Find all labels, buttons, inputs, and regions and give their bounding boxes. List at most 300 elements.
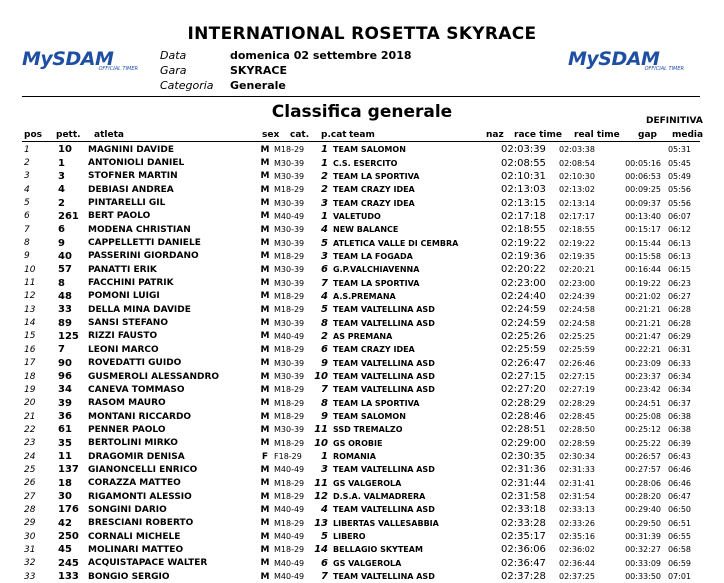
table-row [22, 477, 691, 490]
race-title: INTERNATIONAL ROSETTA SKYRACE [187, 24, 537, 44]
pos-cell: 23 [24, 438, 36, 449]
team-cell: TEAM LA SPORTIVA [333, 171, 420, 181]
category-cell: M40-49 [274, 572, 305, 582]
race-time-cell: 02:27:20 [501, 384, 546, 396]
race-time-cell: 02:24:59 [501, 317, 546, 329]
category-cell: M40-49 [274, 465, 305, 475]
gap-cell: 00:33:09 [625, 558, 661, 568]
real-time-cell: 02:13:14 [559, 198, 595, 208]
category-position-cell: 3 [321, 197, 328, 209]
table-row [22, 316, 691, 329]
gap-cell: 00:28:20 [625, 492, 661, 502]
category-position-cell: 6 [321, 264, 328, 276]
pett-cell: 261 [58, 210, 79, 222]
athlete-cell: GUSMEROLI ALESSANDRO [88, 371, 220, 382]
results-body [22, 143, 691, 583]
category-cell: M30-39 [274, 358, 305, 368]
category-position-cell: 12 [314, 491, 328, 503]
pett-cell: 6 [58, 224, 65, 236]
category-cell: M40-49 [274, 331, 305, 341]
gara-label: Gara [160, 64, 187, 77]
category-position-cell: 10 [314, 371, 328, 383]
athlete-cell: FACCHINI PATRIK [88, 278, 174, 289]
table-row [22, 263, 691, 276]
columns-divider [22, 141, 700, 142]
athlete-cell: SANSI STEFANO [88, 318, 168, 329]
data-value: domenica 02 settembre 2018 [230, 49, 412, 62]
race-time-cell: 02:23:00 [501, 277, 546, 289]
table-row [22, 423, 691, 436]
gara-value: SKYRACE [230, 64, 287, 77]
pett-cell: 34 [58, 384, 72, 396]
pett-cell: 48 [58, 290, 72, 302]
sex-cell: F [261, 451, 269, 462]
category-position-cell: 8 [321, 397, 328, 409]
team-cell: TEAM SALOMON [333, 412, 406, 422]
athlete-cell: ACQUISTAPACE WALTER [88, 558, 208, 569]
pos-cell: 3 [24, 171, 30, 182]
col-naz: naz [486, 130, 504, 140]
pos-cell: 14 [24, 318, 36, 329]
col-media: media [672, 130, 704, 140]
mysdam-logo-text: MySDAM [22, 48, 114, 70]
pett-cell: 18 [58, 477, 72, 489]
category-cell: M40-49 [274, 505, 305, 515]
col-sex: sex [262, 130, 280, 140]
real-time-cell: 02:18:55 [559, 225, 595, 235]
sex-cell: M [260, 384, 270, 395]
race-time-cell: 02:37:28 [501, 571, 546, 583]
real-time-cell: 02:28:45 [559, 412, 595, 422]
gap-cell: 00:23:09 [625, 358, 661, 368]
col-pett: pett. [56, 130, 81, 140]
athlete-cell: ROVEDATTI GUIDO [88, 358, 182, 369]
table-row [22, 156, 691, 169]
pett-cell: 33 [58, 304, 72, 316]
category-cell: M18-29 [274, 251, 305, 261]
category-position-cell: 9 [321, 357, 328, 369]
athlete-cell: ANTONIOLI DANIEL [88, 158, 185, 169]
category-cell: M18-29 [274, 185, 305, 195]
gap-cell: 00:31:39 [625, 532, 661, 542]
category-position-cell: 11 [314, 424, 328, 436]
athlete-cell: GIANONCELLI ENRICO [88, 464, 198, 475]
pos-cell: 30 [24, 531, 36, 542]
status-badge: DEFINITIVA [646, 116, 703, 126]
pace-cell: 06:27 [667, 291, 691, 301]
pace-cell: 05:56 [667, 198, 691, 208]
race-time-cell: 02:31:36 [501, 464, 546, 476]
pace-cell: 06:39 [667, 438, 691, 448]
category-position-cell: 5 [321, 237, 328, 249]
race-time-cell: 02:33:28 [501, 517, 546, 529]
pace-cell: 06:15 [667, 265, 691, 275]
table-row [22, 410, 691, 423]
category-cell: M18-29 [274, 478, 305, 488]
real-time-cell: 02:31:54 [559, 492, 595, 502]
category-cell: M30-39 [274, 225, 305, 235]
table-row [22, 490, 691, 503]
category-position-cell: 9 [321, 411, 328, 423]
athlete-cell: DEBIASI ANDREA [88, 184, 174, 195]
sex-cell: M [260, 544, 270, 555]
athlete-cell: MONTANI RICCARDO [88, 411, 192, 422]
team-cell: G.P.VALCHIAVENNA [333, 265, 420, 275]
athlete-cell: CAPPELLETTI DANIELE [88, 238, 201, 249]
category-position-cell: 2 [321, 184, 328, 196]
race-time-cell: 02:03:39 [501, 144, 546, 156]
race-time-cell: 02:13:03 [501, 184, 546, 196]
athlete-cell: RASOM MAURO [88, 398, 166, 409]
team-cell: LIBERO [333, 532, 366, 542]
pett-cell: 61 [58, 424, 72, 436]
team-cell: LIBERTAS VALLESABBIA [333, 518, 439, 528]
real-time-cell: 02:31:33 [559, 465, 595, 475]
real-time-cell: 02:24:39 [559, 291, 595, 301]
category-cell: M18-29 [274, 412, 305, 422]
table-row [22, 170, 691, 183]
team-cell: ROMANIA [333, 452, 376, 462]
team-cell: SSD TREMALZO [333, 425, 403, 435]
pos-cell: 13 [24, 304, 36, 315]
table-row [22, 223, 691, 236]
pace-cell: 06:46 [667, 465, 691, 475]
pos-cell: 31 [24, 544, 36, 555]
pos-cell: 9 [24, 251, 30, 262]
pace-cell: 06:47 [667, 492, 691, 502]
table-row [22, 303, 691, 316]
real-time-cell: 02:36:02 [559, 545, 595, 555]
sex-cell: M [260, 531, 270, 542]
category-cell: M30-39 [274, 278, 305, 288]
race-time-cell: 02:20:22 [501, 264, 546, 276]
col-gap: gap [638, 130, 657, 140]
categoria-label: Categoria [160, 79, 214, 92]
col-race-time: race time [514, 130, 562, 140]
team-cell: TEAM VALTELLINA ASD [333, 305, 435, 315]
pett-cell: 176 [58, 504, 79, 516]
category-position-cell: 7 [321, 384, 328, 396]
athlete-cell: PANATTI ERIK [88, 264, 157, 275]
athlete-cell: POMONI LUIGI [88, 291, 160, 302]
pett-cell: 11 [58, 451, 72, 463]
pett-cell: 245 [58, 557, 79, 569]
pett-cell: 39 [58, 397, 72, 409]
real-time-cell: 02:28:50 [559, 425, 595, 435]
pett-cell: 35 [58, 437, 72, 449]
pace-cell: 06:13 [667, 238, 691, 248]
pos-cell: 16 [24, 344, 36, 355]
category-position-cell: 2 [321, 330, 328, 342]
race-time-cell: 02:19:22 [501, 237, 546, 249]
real-time-cell: 02:33:13 [559, 505, 595, 515]
race-time-cell: 02:26:47 [501, 357, 546, 369]
pace-cell: 06:51 [667, 518, 691, 528]
pace-cell: 06:58 [667, 545, 691, 555]
table-row [22, 183, 691, 196]
mysdam-logo-subtext: OFFICIAL TIMER [98, 66, 138, 72]
pos-cell: 20 [24, 398, 36, 409]
pace-cell: 06:46 [667, 478, 691, 488]
real-time-cell: 02:33:26 [559, 518, 595, 528]
race-time-cell: 02:25:26 [501, 330, 546, 342]
gap-cell: 00:24:51 [625, 398, 661, 408]
pace-cell: 06:43 [667, 452, 691, 462]
team-cell: TEAM VALTELLINA ASD [333, 372, 435, 382]
pace-cell: 06:28 [667, 305, 691, 315]
athlete-cell: BERTOLINI MIRKO [88, 438, 178, 449]
table-row [22, 330, 691, 343]
category-position-cell: 10 [314, 437, 328, 449]
team-cell: TEAM LA SPORTIVA [333, 278, 420, 288]
mysdam-logo-subtext-right: OFFICIAL TIMER [644, 66, 684, 72]
gap-cell: 00:15:44 [625, 238, 661, 248]
pett-cell: 2 [58, 197, 65, 209]
athlete-cell: DELLA MINA DAVIDE [88, 304, 191, 315]
race-time-cell: 02:17:18 [501, 210, 546, 222]
sex-cell: M [260, 171, 270, 182]
pace-cell: 05:56 [667, 185, 691, 195]
pos-cell: 12 [24, 291, 36, 302]
pos-cell: 28 [24, 504, 36, 515]
gap-cell: 00:27:57 [625, 465, 661, 475]
sex-cell: M [260, 504, 270, 515]
category-cell: M40-49 [274, 558, 305, 568]
table-row [22, 450, 691, 463]
col-cat: cat. [290, 130, 310, 140]
category-cell: M30-39 [274, 318, 305, 328]
pett-cell: 90 [58, 357, 72, 369]
gap-cell: 00:23:37 [625, 372, 661, 382]
real-time-cell: 02:13:02 [559, 185, 595, 195]
race-time-cell: 02:24:40 [501, 290, 546, 302]
pos-cell: 15 [24, 331, 36, 342]
gap-cell: 00:09:37 [625, 198, 661, 208]
pace-cell: 06:50 [667, 505, 691, 515]
real-time-cell: 02:23:00 [559, 278, 595, 288]
pace-cell: 06:07 [667, 211, 691, 221]
category-cell: M18-29 [274, 291, 305, 301]
table-row [22, 517, 691, 530]
pos-cell: 32 [24, 558, 36, 569]
gap-cell: 00:21:21 [625, 318, 661, 328]
sex-cell: M [260, 211, 270, 222]
gap-cell: 00:25:22 [625, 438, 661, 448]
category-position-cell: 5 [321, 304, 328, 316]
pos-cell: 25 [24, 464, 36, 475]
table-row [22, 503, 691, 516]
pace-cell: 06:29 [667, 331, 691, 341]
sex-cell: M [260, 184, 270, 195]
sex-cell: M [260, 518, 270, 529]
gap-cell: 00:22:21 [625, 345, 661, 355]
pace-cell: 06:34 [667, 385, 691, 395]
pace-cell: 06:55 [667, 532, 691, 542]
team-cell: TEAM LA SPORTIVA [333, 398, 420, 408]
athlete-cell: STOFNER MARTIN [88, 171, 178, 182]
pos-cell: 7 [24, 224, 30, 235]
pett-cell: 7 [58, 344, 65, 356]
athlete-cell: MAGNINI DAVIDE [88, 144, 174, 155]
race-time-cell: 02:30:35 [501, 451, 546, 463]
race-time-cell: 02:08:55 [501, 157, 546, 169]
sex-cell: M [260, 411, 270, 422]
pace-cell: 06:38 [667, 425, 691, 435]
pett-cell: 10 [58, 144, 72, 156]
team-cell: ATLETICA VALLE DI CEMBRA [333, 238, 459, 248]
gap-cell: 00:21:21 [625, 305, 661, 315]
pett-cell: 45 [58, 544, 72, 556]
race-time-cell: 02:28:46 [501, 411, 546, 423]
table-row [22, 383, 691, 396]
table-row [22, 210, 691, 223]
real-time-cell: 02:27:15 [559, 372, 595, 382]
categoria-value: Generale [230, 79, 286, 92]
gap-cell: 00:13:40 [625, 211, 661, 221]
pace-cell: 05:45 [667, 158, 691, 168]
team-cell: TEAM VALTELLINA ASD [333, 385, 435, 395]
pace-cell: 06:38 [667, 412, 691, 422]
category-cell: M18-29 [274, 145, 305, 155]
table-row [22, 343, 691, 356]
pos-cell: 29 [24, 518, 36, 529]
pett-cell: 137 [58, 464, 79, 476]
table-row [22, 143, 691, 156]
results-table [22, 143, 691, 583]
team-cell: TEAM SALOMON [333, 145, 406, 155]
category-cell: M18-29 [274, 398, 305, 408]
race-time-cell: 02:33:18 [501, 504, 546, 516]
pos-cell: 27 [24, 491, 36, 502]
pace-cell: 06:37 [667, 398, 691, 408]
real-time-cell: 02:24:58 [559, 305, 595, 315]
real-time-cell: 02:19:35 [559, 251, 595, 261]
athlete-cell: PINTARELLI GIL [88, 198, 166, 209]
category-cell: M18-29 [274, 345, 305, 355]
gap-cell: 00:29:40 [625, 505, 661, 515]
sex-cell: M [260, 158, 270, 169]
gap-cell: 00:21:47 [625, 331, 661, 341]
sex-cell: M [260, 344, 270, 355]
category-cell: M40-49 [274, 532, 305, 542]
sex-cell: M [260, 318, 270, 329]
category-position-cell: 1 [321, 210, 328, 222]
gap-cell: 00:09:25 [625, 185, 661, 195]
sex-cell: M [260, 571, 270, 582]
team-cell: GS VALGEROLA [333, 558, 402, 568]
pace-cell: 06:13 [667, 251, 691, 261]
table-row [22, 250, 691, 263]
pos-cell: 11 [24, 278, 36, 289]
pos-cell: 22 [24, 424, 36, 435]
category-position-cell: 4 [321, 224, 328, 236]
mysdam-logo [22, 50, 154, 72]
race-time-cell: 02:13:15 [501, 197, 546, 209]
gap-cell: 00:19:22 [625, 278, 661, 288]
sex-cell: M [260, 264, 270, 275]
pace-cell: 06:23 [667, 278, 691, 288]
real-time-cell: 02:37:25 [559, 572, 595, 582]
gap-cell: 00:32:27 [625, 545, 661, 555]
race-time-cell: 02:36:47 [501, 557, 546, 569]
team-cell: GS OROBIE [333, 438, 383, 448]
race-time-cell: 02:18:55 [501, 224, 546, 236]
category-cell: M30-39 [274, 425, 305, 435]
athlete-cell: CANEVA TOMMASO [88, 384, 185, 395]
table-row [22, 570, 691, 583]
athlete-cell: RIGAMONTI ALESSIO [88, 491, 192, 502]
data-label: Data [160, 49, 187, 62]
team-cell: C.S. ESERCITO [333, 158, 398, 168]
team-cell: TEAM CRAZY IDEA [333, 185, 415, 195]
pace-cell: 07:01 [667, 572, 691, 582]
sex-cell: M [260, 558, 270, 569]
pace-cell: 06:12 [667, 225, 691, 235]
pace-cell: 06:33 [667, 358, 691, 368]
table-row [22, 530, 691, 543]
category-position-cell: 1 [321, 144, 328, 156]
sex-cell: M [260, 251, 270, 262]
pett-cell: 57 [58, 264, 72, 276]
pos-cell: 24 [24, 451, 36, 462]
race-time-cell: 02:24:59 [501, 304, 546, 316]
pace-cell: 06:34 [667, 372, 691, 382]
real-time-cell: 02:36:44 [559, 558, 595, 568]
pett-cell: 4 [58, 184, 65, 196]
pos-cell: 6 [24, 211, 30, 222]
category-position-cell: 7 [321, 277, 328, 289]
category-position-cell: 1 [321, 157, 328, 169]
real-time-cell: 02:17:17 [559, 211, 595, 221]
header-divider [22, 96, 700, 97]
gap-cell: 00:26:57 [625, 452, 661, 462]
category-position-cell: 4 [321, 504, 328, 516]
real-time-cell: 02:20:21 [559, 265, 595, 275]
team-cell: TEAM VALTELLINA ASD [333, 358, 435, 368]
pos-cell: 4 [24, 184, 30, 195]
pos-cell: 18 [24, 371, 36, 382]
team-cell: TEAM VALTELLINA ASD [333, 318, 435, 328]
real-time-cell: 02:28:29 [559, 398, 595, 408]
team-cell: TEAM VALTELLINA ASD [333, 465, 435, 475]
gap-cell: 00:23:42 [625, 385, 661, 395]
gap-cell: 00:16:44 [625, 265, 661, 275]
real-time-cell: 02:24:58 [559, 318, 595, 328]
gap-cell: 00:33:50 [625, 572, 661, 582]
category-position-cell: 5 [321, 531, 328, 543]
team-cell: TEAM VALTELLINA ASD [333, 572, 435, 582]
pett-cell: 42 [58, 517, 72, 529]
sex-cell: M [260, 224, 270, 235]
athlete-cell: MOLINARI MATTEO [88, 544, 184, 555]
pos-cell: 33 [24, 571, 36, 582]
gap-cell: 00:05:16 [625, 158, 661, 168]
category-cell: M18-29 [274, 385, 305, 395]
pett-cell: 3 [58, 170, 65, 182]
sex-cell: M [260, 464, 270, 475]
athlete-cell: PASSERINI GIORDANO [88, 251, 199, 262]
col-atleta: atleta [94, 130, 124, 140]
athlete-cell: BONGIO SERGIO [88, 571, 170, 582]
category-cell: M30-39 [274, 158, 305, 168]
athlete-cell: PENNER PAOLO [88, 424, 166, 435]
category-position-cell: 14 [314, 544, 328, 556]
athlete-cell: BRESCIANI ROBERTO [88, 518, 194, 529]
real-time-cell: 02:03:38 [559, 145, 595, 155]
gap-cell: 00:29:50 [625, 518, 661, 528]
team-cell: TEAM VALTELLINA ASD [333, 505, 435, 515]
pett-cell: 30 [58, 491, 72, 503]
